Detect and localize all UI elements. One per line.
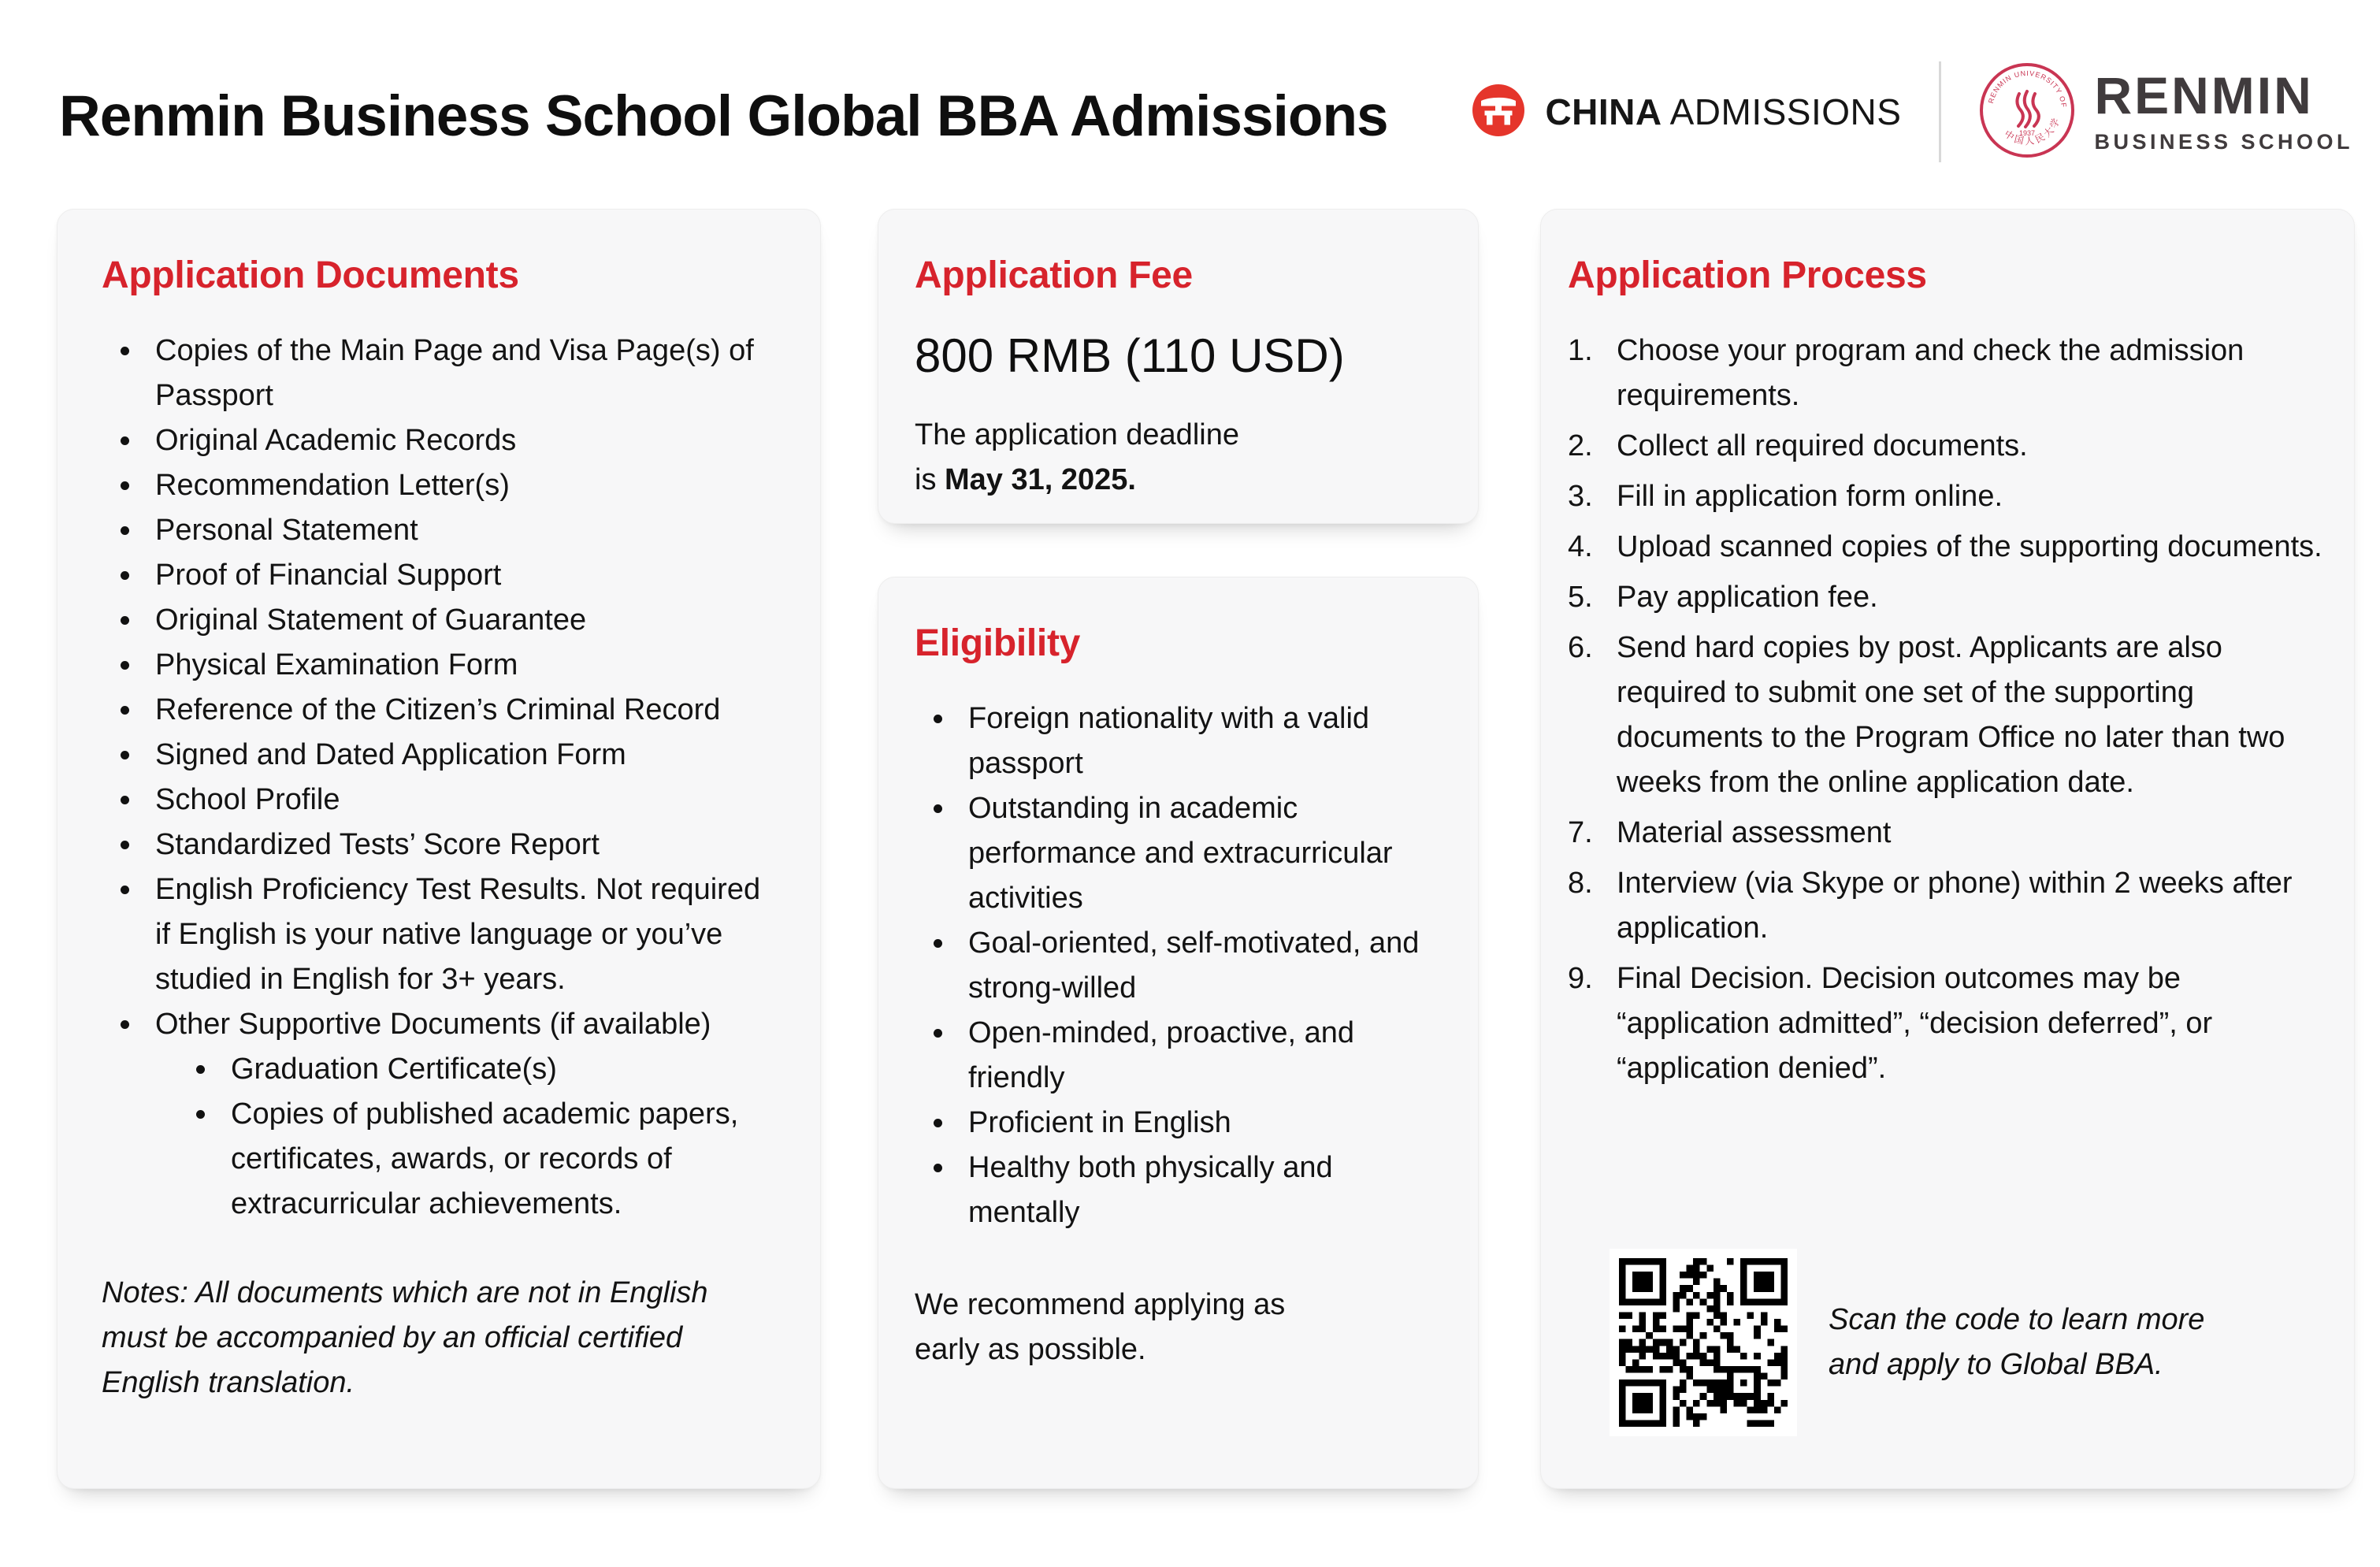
list-item: Open-minded, proactive, and friendly <box>915 1011 1442 1101</box>
application-process-list <box>1568 329 2327 1091</box>
renmin-wordmark: RENMIN BUSINESS SCHOOL <box>2094 66 2353 154</box>
svg-text:1937: 1937 <box>2019 128 2036 137</box>
brand-divider <box>1939 61 1941 162</box>
renmin-business-school-logo <box>1979 62 2353 162</box>
list-item: Original Statement of Guarantee <box>102 598 776 643</box>
list-item-label: Other Supportive Documents (if available) <box>155 1008 711 1041</box>
application-documents-card <box>57 209 821 1489</box>
application-documents-heading: Application Documents <box>102 254 519 296</box>
qr-caption-line2: and apply to Global BBA. <box>1829 1348 2163 1381</box>
list-item: Personal Statement <box>102 508 776 553</box>
list-item: Outstanding in academic performance and extracurricular activities <box>915 786 1442 921</box>
list-item: Final Decision. Decision outcomes may be “application admitted”, “decision deferred”, or “application denied”. <box>1617 962 2213 1085</box>
list-item: School Profile <box>102 778 776 822</box>
list-item: Pay application fee. <box>1617 581 1878 614</box>
list-item: Reference of the Citizen’s Criminal Record <box>102 688 776 733</box>
list-item: Physical Examination Form <box>102 643 776 688</box>
list-item: Proficient in English <box>915 1101 1442 1146</box>
application-process-card <box>1540 209 2355 1489</box>
china-admissions-wordmark: CHINA ADMISSIONS <box>1545 91 1902 132</box>
deadline-line2-prefix: is <box>915 463 945 496</box>
qr-caption-line1: Scan the code to learn more <box>1829 1303 2205 1336</box>
list-item: Collect all required documents. <box>1617 429 2028 462</box>
eligibility-heading: Eligibility <box>915 622 1081 664</box>
eligibility-list <box>915 696 1442 1235</box>
list-item: Copies of the Main Page and Visa Page(s) of Passport <box>102 329 776 418</box>
qr-section <box>1610 1249 2204 1436</box>
application-fee-card <box>878 209 1479 524</box>
supportive-documents-sublist <box>155 1047 776 1227</box>
svg-text:RENMIN UNIVERSITY OF CHINA: RENMIN UNIVERSITY OF <box>1987 69 2069 109</box>
renmin-university-seal-icon <box>1979 62 2075 162</box>
application-documents-list <box>102 329 776 1227</box>
list-item: Healthy both physically and mentally <box>915 1146 1442 1235</box>
brand-bar <box>1472 47 2353 176</box>
page-title: Renmin Business School Global BBA Admissions <box>59 84 1388 148</box>
list-item: Interview (via Skype or phone) within 2 weeks after application. <box>1617 867 2293 945</box>
list-item: Material assessment <box>1617 816 1892 849</box>
list-item: Upload scanned copies of the supporting documents. <box>1617 530 2322 563</box>
application-fee-heading: Application Fee <box>915 254 1193 296</box>
list-item: Foreign nationality with a valid passport <box>915 696 1442 786</box>
list-item: Recommendation Letter(s) <box>102 463 776 508</box>
list-item: Standardized Tests’ Score Report <box>102 822 776 867</box>
eligibility-card <box>878 577 1479 1489</box>
application-process-heading: Application Process <box>1568 254 1927 296</box>
list-item: Send hard copies by post. Applicants are also required to submit one set of the supporting documents to the Program Office no later than two weeks from the online application date. <box>1617 631 2285 799</box>
list-item: Proof of Financial Support <box>102 553 776 598</box>
list-item <box>102 1002 776 1227</box>
documents-notes: Notes: All documents which are not in English must be accompanied by an official certified English translation. <box>102 1276 708 1399</box>
china-gate-icon <box>1472 84 1524 140</box>
deadline-line1: The application deadline <box>915 418 1239 451</box>
svg-text:中国人民大学: 中国人民大学 <box>2002 114 2063 147</box>
eligibility-footer: We recommend applying as early as possible. <box>915 1288 1286 1366</box>
list-item: Goal-oriented, self-motivated, and strong-willed <box>915 921 1442 1011</box>
list-item: English Proficiency Test Results. Not required if English is your native language or you’ve studied in English for 3+ years. <box>102 867 776 1002</box>
fee-deadline <box>915 413 1442 503</box>
list-item: Copies of published academic papers, certificates, awards, or records of extracurricular achievements. <box>180 1092 776 1227</box>
qr-caption <box>1829 1298 2204 1387</box>
list-item: Original Academic Records <box>102 418 776 463</box>
list-item: Graduation Certificate(s) <box>180 1047 776 1092</box>
list-item: Fill in application form online. <box>1617 480 2003 513</box>
list-item: Signed and Dated Application Form <box>102 733 776 778</box>
qr-code <box>1610 1249 1797 1436</box>
china-admissions-logo <box>1472 84 1901 140</box>
deadline-date: May 31, 2025. <box>945 463 1136 496</box>
list-item: Choose your program and check the admission requirements. <box>1617 334 2244 412</box>
fee-amount: 800 RMB (110 USD) <box>915 329 1345 382</box>
